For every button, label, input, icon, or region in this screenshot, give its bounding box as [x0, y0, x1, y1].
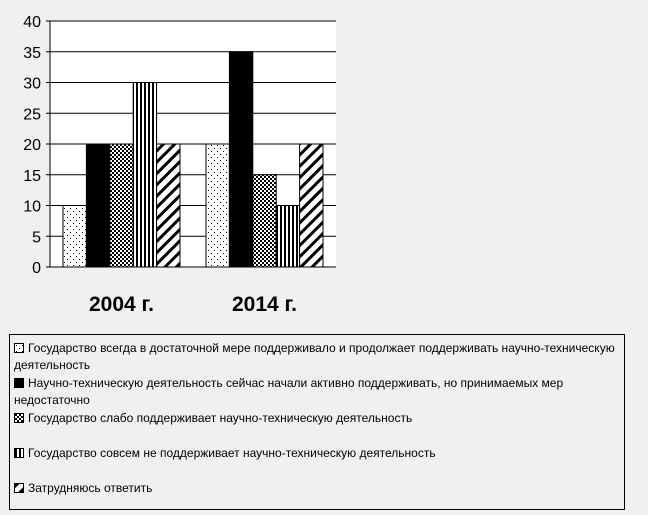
y-tick-label: 5: [32, 229, 41, 247]
bar-series-1-category-1: [63, 206, 86, 268]
legend-swatch: [14, 413, 24, 423]
legend-label: Государство всегда в достаточной мере поддерживало и продолжает поддерживать научно-техническую деятельность: [14, 341, 615, 372]
y-tick-label: 20: [23, 137, 41, 154]
x-axis-ticks: [89, 293, 297, 316]
legend-label: Государство совсем не поддерживает научно-техническую деятельность: [28, 446, 436, 460]
legend-item: [14, 340, 622, 374]
y-tick-label: 40: [23, 14, 41, 31]
legend-swatch: [14, 343, 24, 353]
y-tick-label: 10: [23, 198, 41, 216]
bar-series-2-category-1: [86, 144, 109, 267]
bar-series-5-category-1: [157, 144, 180, 267]
y-tick-label: 25: [23, 106, 41, 124]
y-tick-label: 15: [23, 167, 41, 185]
legend-item: [14, 375, 622, 409]
bar-series-3-category-2: [253, 175, 276, 267]
legend-item: [14, 445, 622, 462]
legend-label: Затрудняюсь ответить: [28, 481, 153, 495]
legend-label: Государство слабо поддерживает научно-техническую деятельность: [28, 411, 413, 425]
bar-series-5-category-2: [300, 144, 323, 267]
bar-series-4-category-1: [133, 83, 156, 268]
legend-swatch: [14, 378, 24, 388]
legend: [9, 334, 625, 510]
y-tick-label: 35: [23, 44, 41, 62]
bar-series-2-category-2: [229, 52, 252, 267]
y-tick-label: 30: [23, 75, 41, 93]
legend-swatch: [14, 448, 24, 458]
bar-series-4-category-2: [276, 206, 299, 268]
bar-series-1-category-2: [206, 144, 229, 267]
y-tick-label: 0: [32, 260, 41, 277]
legend-item: [14, 410, 622, 427]
legend-item: [14, 480, 622, 497]
y-axis-ticks: [23, 14, 50, 277]
x-tick-label: 2014 г.: [231, 293, 298, 316]
legend-swatch: [14, 483, 24, 493]
legend-label: Научно-техническую деятельность сейчас начали активно поддерживать, но принимаемых мер недостаточно: [14, 376, 564, 407]
x-tick-label: 2004 г.: [88, 293, 155, 316]
bar-series-3-category-1: [110, 144, 133, 267]
